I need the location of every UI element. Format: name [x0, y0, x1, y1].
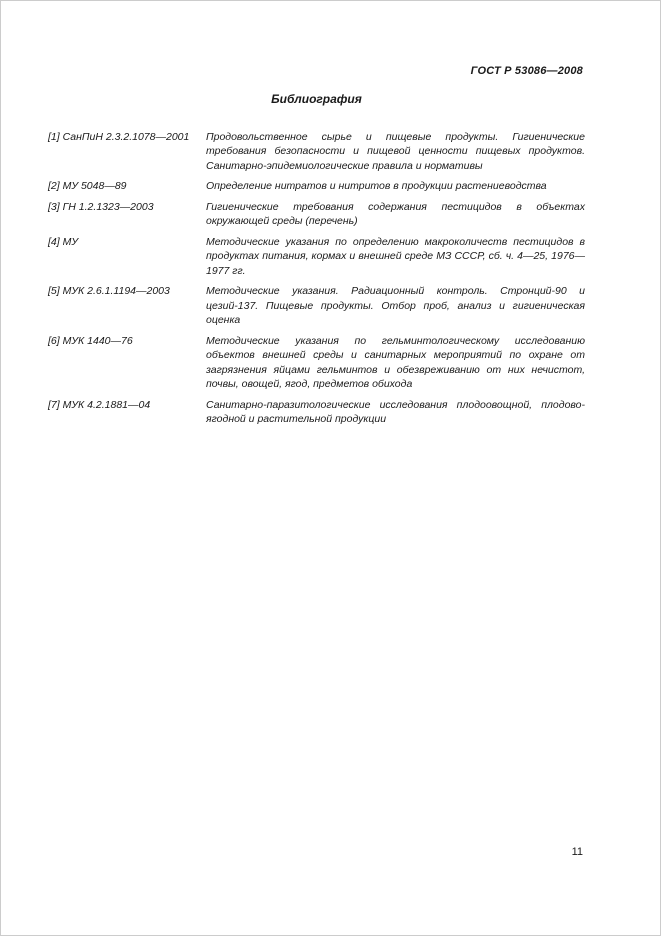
reference-label: [6] МУК 1440—76 [48, 334, 133, 347]
reference-label: [7] МУК 4.2.1881—04 [48, 398, 151, 411]
reference-text: Методические указания по определению макроколичеств пестицидов в продуктах питания, кормах и внешней среде МЗ СССР, сб. ч. 4—25, 1976—1977 гг. [206, 235, 585, 277]
reference-text: Определение нитратов и нитритов в продукции растениеводства [206, 180, 547, 193]
reference-row [48, 179, 585, 193]
page-number: 11 [571, 846, 583, 858]
reference-row [48, 398, 585, 427]
reference-row [48, 235, 585, 278]
reference-text: Санитарно-паразитологические исследования плодоовощной, плодово-ягодной и растительной продукции [206, 398, 585, 426]
reference-label: [5] МУК 2.6.1.1194—2003 [48, 285, 170, 298]
reference-label: [2] МУ 5048—89 [48, 180, 127, 193]
reference-text: Гигиенические требования содержания пестицидов в объектах окружающей среды (перечень) [206, 200, 585, 228]
reference-row [48, 284, 585, 327]
reference-row [48, 200, 585, 229]
reference-label: [3] ГН 1.2.1323—2003 [48, 200, 154, 213]
reference-text: Методические указания по гельминтологическому исследованию объектов внешней среды и санитарных мероприятий по охране от загрязнения яйцами гельминтов и обезвреживанию от них нечистот, почвы, овощей, ягод, предметов обихода [206, 334, 585, 391]
reference-text: Методические указания. Радиационный контроль. Стронций-90 и цезий-137. Пищевые продукты. Отбор проб, анализ и гигиеническая оценка [206, 285, 585, 327]
bibliography-title: Библиография [271, 92, 362, 106]
reference-label: [4] МУ [48, 235, 79, 248]
reference-text: Продовольственное сырье и пищевые продукты. Гигиенические требования безопасности и пищевой ценности пищевых продуктов. Санитарно-эпидемиологические правила и нормативы [206, 131, 585, 172]
reference-row [48, 130, 585, 173]
reference-row [48, 334, 585, 392]
reference-label: [1] СанПиН 2.3.2.1078—2001 [48, 131, 190, 143]
document-code-header: ГОСТ Р 53086—2008 [470, 65, 583, 77]
reference-list [48, 130, 585, 433]
